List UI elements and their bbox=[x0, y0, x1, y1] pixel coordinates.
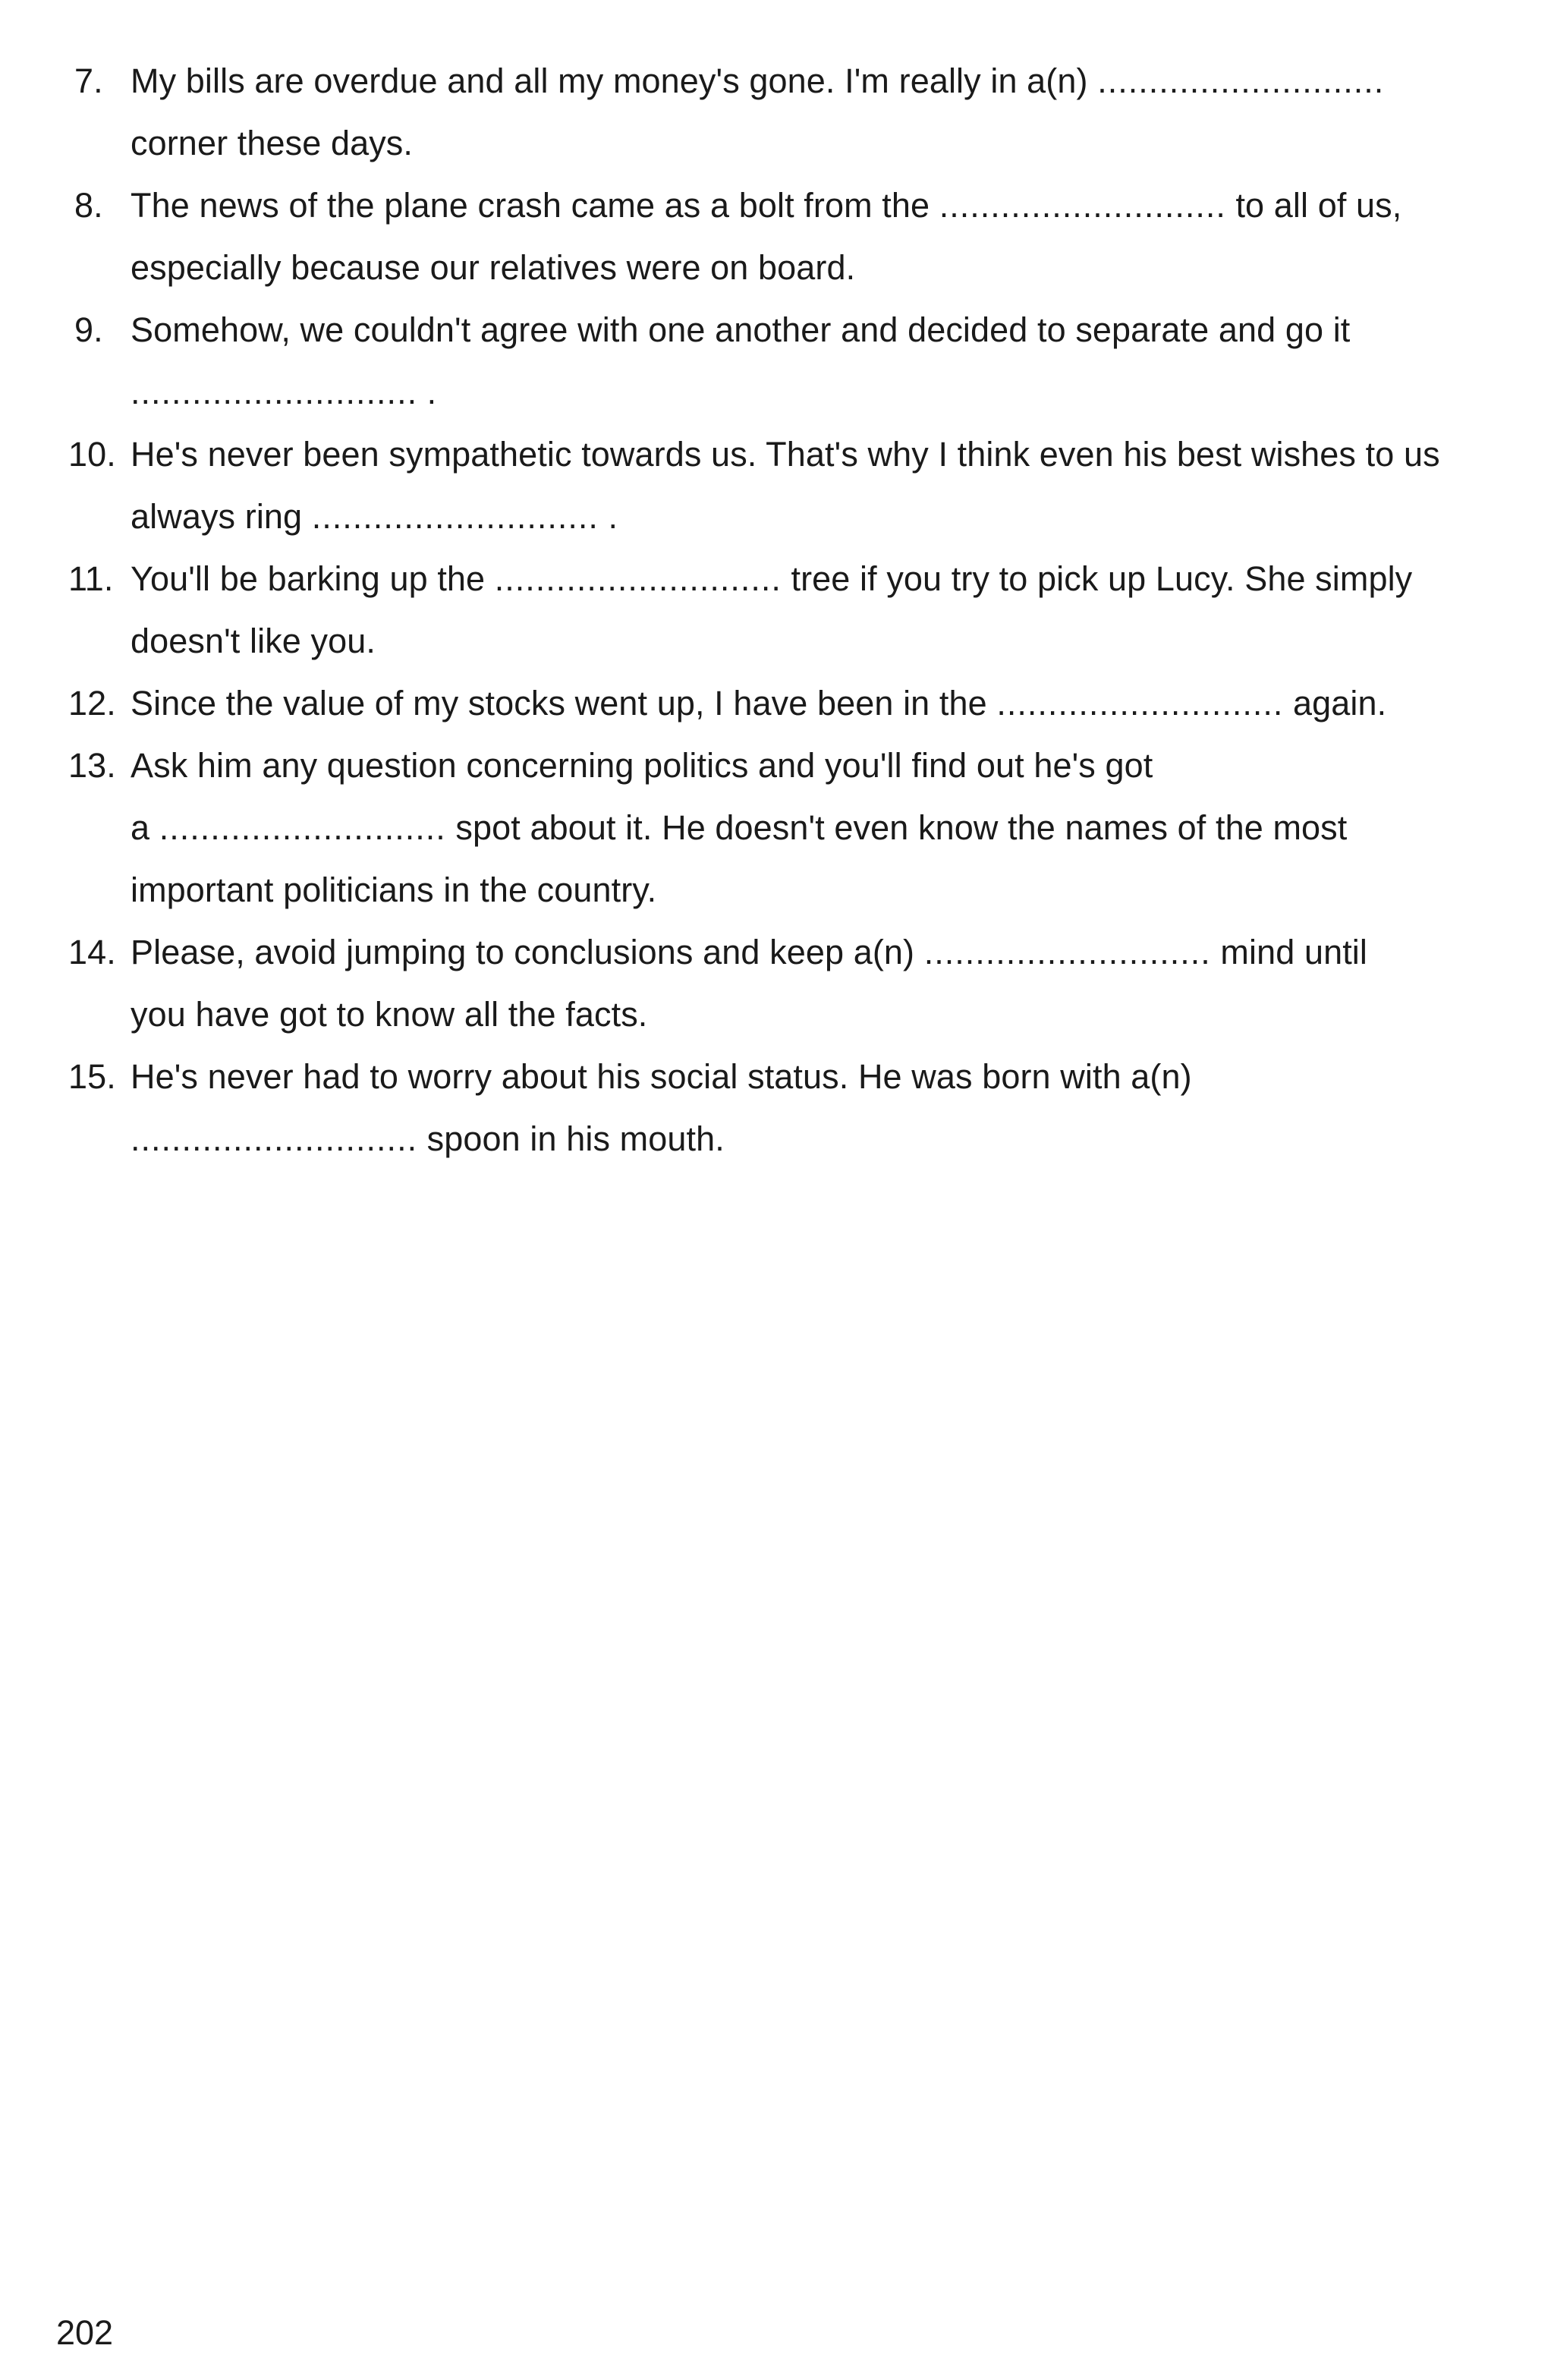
page-number: 202 bbox=[56, 2313, 114, 2352]
sentence-line bbox=[131, 672, 1516, 735]
sentence-line bbox=[131, 50, 1516, 112]
sentence-text: Since the value of my stocks went up, I have been in the bbox=[131, 684, 997, 722]
sentence-text: Please, avoid jumping to conclusions and keep a(n) bbox=[131, 933, 924, 971]
sentence-text: important politicians in the country. bbox=[131, 870, 657, 909]
exercise-item bbox=[68, 1046, 1516, 1170]
exercise-item bbox=[74, 299, 1516, 423]
item-number: 11. bbox=[68, 559, 114, 598]
answer-blank[interactable]: ............................ bbox=[131, 1119, 418, 1158]
answer-blank[interactable]: ............................ bbox=[494, 559, 782, 598]
sentence-text: you have got to know all the facts. bbox=[131, 995, 648, 1034]
sentence-text: Ask him any question concerning politics and you'll find out he's got bbox=[131, 746, 1153, 785]
sentence-line bbox=[131, 548, 1516, 610]
answer-blank[interactable]: ............................ bbox=[311, 497, 599, 536]
sentence-line bbox=[131, 859, 1516, 921]
sentence-text: a bbox=[131, 808, 159, 847]
exercise-item bbox=[68, 672, 1516, 735]
sentence-text: spot about it. He doesn't even know the names of the most bbox=[445, 808, 1348, 847]
sentence-text: doesn't like you. bbox=[131, 622, 376, 660]
exercise-item bbox=[68, 921, 1516, 1046]
sentence-text: . bbox=[417, 373, 437, 411]
sentence-line bbox=[131, 921, 1516, 984]
item-number: 8. bbox=[74, 186, 103, 225]
answer-blank[interactable]: ............................ bbox=[131, 373, 418, 411]
sentence-text: again. bbox=[1283, 684, 1387, 722]
answer-blank[interactable]: ............................ bbox=[996, 684, 1284, 722]
answer-blank[interactable]: ............................ bbox=[939, 186, 1226, 225]
sentence-line bbox=[131, 423, 1516, 486]
exercise-item bbox=[68, 548, 1516, 672]
exercise-item bbox=[68, 423, 1516, 548]
sentence-text: My bills are overdue and all my money's gone. I'm really in a(n) bbox=[131, 61, 1098, 100]
sentence-text: corner these days. bbox=[131, 124, 413, 162]
sentence-line bbox=[131, 984, 1516, 1046]
sentence-text: . bbox=[598, 497, 618, 536]
sentence-text: He's never been sympathetic towards us. That's why I think even his best wishes to us bbox=[131, 435, 1440, 474]
exercise-item bbox=[74, 175, 1516, 299]
sentence-text: He's never had to worry about his social status. He was born with a(n) bbox=[131, 1057, 1192, 1096]
sentence-line bbox=[131, 175, 1516, 237]
sentence-text: tree if you try to pick up Lucy. She simply bbox=[781, 559, 1413, 598]
sentence-line bbox=[131, 1046, 1516, 1108]
item-number: 10. bbox=[68, 435, 116, 474]
sentence-line bbox=[131, 797, 1516, 859]
sentence-text: You'll be barking up the bbox=[131, 559, 495, 598]
sentence-text: spoon in his mouth. bbox=[417, 1119, 725, 1158]
sentence-line bbox=[131, 610, 1516, 672]
answer-blank[interactable]: ............................ bbox=[1097, 61, 1385, 100]
item-number: 7. bbox=[74, 61, 103, 100]
sentence-line bbox=[131, 361, 1516, 423]
sentence-line bbox=[131, 735, 1516, 797]
answer-blank[interactable]: ............................ bbox=[159, 808, 446, 847]
sentence-text: always ring bbox=[131, 497, 312, 536]
sentence-text: Somehow, we couldn't agree with one another and decided to separate and go it bbox=[131, 310, 1351, 349]
exercise-item bbox=[74, 50, 1516, 175]
sentence-text: to all of us, bbox=[1225, 186, 1402, 225]
sentence-line bbox=[131, 112, 1516, 175]
exercise-item bbox=[68, 735, 1516, 921]
item-number: 14. bbox=[68, 933, 116, 971]
item-number: 12. bbox=[68, 684, 116, 722]
item-number: 15. bbox=[68, 1057, 116, 1096]
item-number: 13. bbox=[68, 746, 116, 785]
answer-blank[interactable]: ............................ bbox=[923, 933, 1211, 971]
sentence-line bbox=[131, 486, 1516, 548]
item-number: 9. bbox=[74, 310, 103, 349]
sentence-text: mind until bbox=[1210, 933, 1368, 971]
sentence-line bbox=[131, 299, 1516, 361]
exercise-list bbox=[68, 50, 1516, 1170]
sentence-text: The news of the plane crash came as a bolt from the bbox=[131, 186, 939, 225]
sentence-line bbox=[131, 237, 1516, 299]
sentence-line bbox=[131, 1108, 1516, 1170]
sentence-text: especially because our relatives were on board. bbox=[131, 248, 856, 287]
